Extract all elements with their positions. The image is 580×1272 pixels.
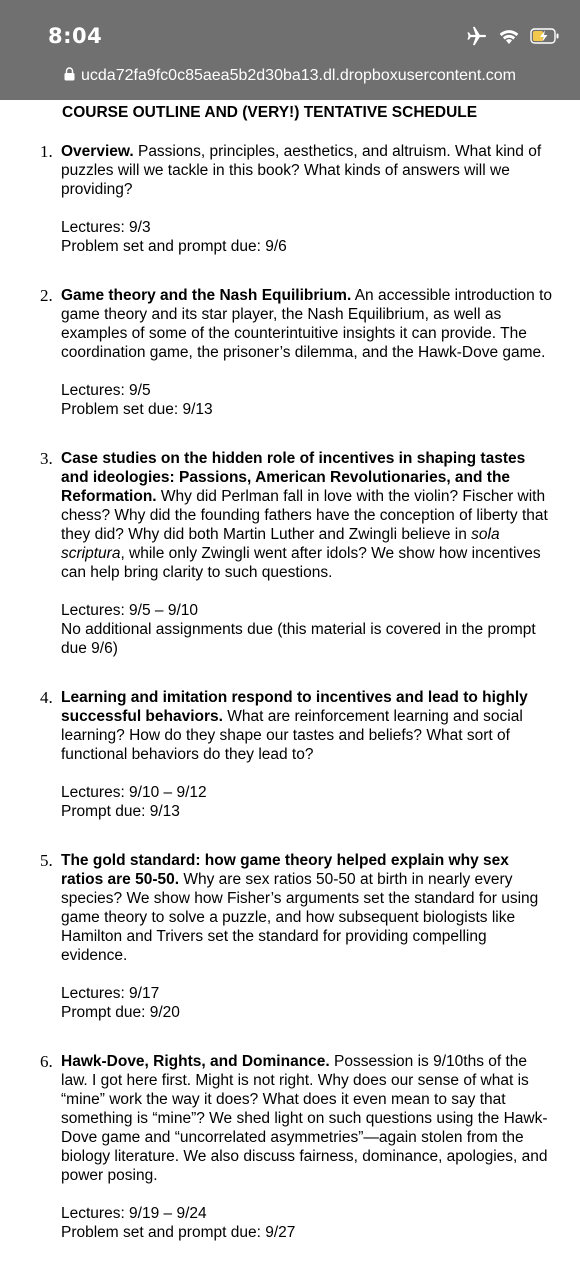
item-italic-text: sola scriptura — [61, 526, 500, 562]
list-item — [0, 688, 580, 821]
item-schedule — [61, 1204, 580, 1242]
item-due: Problem set and prompt due: 9/27 — [61, 1224, 296, 1241]
url-text[interactable]: ucda72fa9fc0c85aea5b2d30ba13.dl.dropboxusercontent.com — [81, 67, 516, 84]
item-text: An accessible introduction to game theory and its star player, the Nash Equilibrium, as well as examples of some of the counterintuitive insights it can provide. The coordination game, the prisoner’s dilemma, and the Hawk-Dove game. — [61, 287, 553, 361]
battery-charging-icon — [530, 28, 560, 44]
item-text: Why are sex ratios 50-50 at birth in nearly every species? We show how Fisher’s arguments set the standard for using game theory to solve a puzzle, and how subsequent biologists like Hamilton and Trivers set the standard for providing compelling evidence. — [61, 871, 539, 964]
item-title: Case studies on the hidden role of incentives in shaping tastes and ideologies: Passions, American Revolutionaries, and the Reformation. — [61, 450, 526, 505]
item-schedule — [61, 381, 580, 419]
item-due: Prompt due: 9/20 — [61, 1004, 180, 1021]
course-outline-list — [0, 142, 580, 1272]
browser-top-bar — [0, 0, 580, 100]
document-page — [0, 100, 580, 1241]
url-bar[interactable] — [0, 62, 580, 90]
item-title: Learning and imitation respond to incentives and lead to highly successful behaviors. — [61, 689, 528, 725]
item-text: Why did Perlman fall in love with the violin? Fischer with chess? Why did the founding fathers have the conception of liberty that they did? Why did both Martin Luther and Zwingli believe in — [61, 488, 548, 543]
item-title: Game theory and the Nash Equilibrium. — [61, 287, 352, 304]
item-schedule — [61, 601, 580, 658]
item-schedule — [61, 783, 580, 821]
document-heading: COURSE OUTLINE AND (VERY!) TENTATIVE SCHEDULE — [62, 104, 478, 121]
item-text: Possession is 9/10ths of the law. I got here first. Might is not right. Why does our sense of what is “mine” work the way it does? What does it even mean to say that something is “mine”? We shed light on such questions using the Hawk-Dove game and “uncorrelated asymmetries”—again stolen from the biology literature. We also discuss fairness, dominance, apologies, and power posing. — [61, 1053, 548, 1184]
item-due: Problem set due: 9/13 — [61, 401, 213, 418]
status-time: 8:04 — [48, 24, 103, 48]
item-description — [61, 449, 553, 582]
list-item — [0, 449, 580, 658]
item-number: 5. — [40, 851, 53, 870]
item-due: Problem set and prompt due: 9/6 — [61, 238, 287, 255]
wifi-icon — [498, 27, 520, 45]
item-number: 6. — [40, 1052, 53, 1071]
list-item — [0, 286, 580, 419]
list-item — [0, 1052, 580, 1242]
item-lectures: Lectures: 9/5 — [61, 382, 151, 399]
item-lectures: Lectures: 9/3 — [61, 219, 151, 236]
item-lectures: Lectures: 9/17 — [61, 985, 160, 1002]
item-title: Overview. — [61, 143, 134, 160]
item-text-after: , while only Zwingli went after idols? We show how incentives can help bring clarity to such questions. — [61, 545, 541, 581]
item-lectures: Lectures: 9/10 – 9/12 — [61, 784, 207, 801]
lock-icon — [64, 67, 75, 86]
item-schedule — [61, 984, 580, 1022]
item-text: Passions, principles, aesthetics, and altruism. What kind of puzzles will we tackle in this book? What kinds of answers will we providing? — [61, 143, 542, 198]
item-description — [61, 142, 553, 199]
item-lectures: Lectures: 9/19 – 9/24 — [61, 1205, 207, 1222]
item-number: 4. — [40, 688, 53, 707]
item-number: 2. — [40, 286, 53, 305]
item-due: Prompt due: 9/13 — [61, 803, 180, 820]
status-icons — [466, 24, 560, 48]
item-title: Hawk-Dove, Rights, and Dominance. — [61, 1053, 330, 1070]
item-lectures: Lectures: 9/5 – 9/10 — [61, 602, 199, 619]
item-description — [61, 286, 553, 362]
list-item — [0, 142, 580, 256]
item-title: The gold standard: how game theory helped explain why sex ratios are 50-50. — [61, 852, 509, 888]
item-description — [61, 851, 553, 965]
item-due: No additional assignments due (this material is covered in the prompt due 9/6) — [61, 621, 536, 657]
item-number: 1. — [40, 142, 53, 161]
item-description — [61, 1052, 553, 1185]
item-text: What are reinforcement learning and social learning? How do they shape our tastes and beliefs? What sort of functional behaviors do they lead to? — [61, 708, 523, 763]
list-item — [0, 851, 580, 1022]
item-number: 3. — [40, 449, 53, 468]
item-schedule — [61, 218, 580, 256]
airplane-icon — [466, 26, 488, 46]
item-description — [61, 688, 553, 764]
